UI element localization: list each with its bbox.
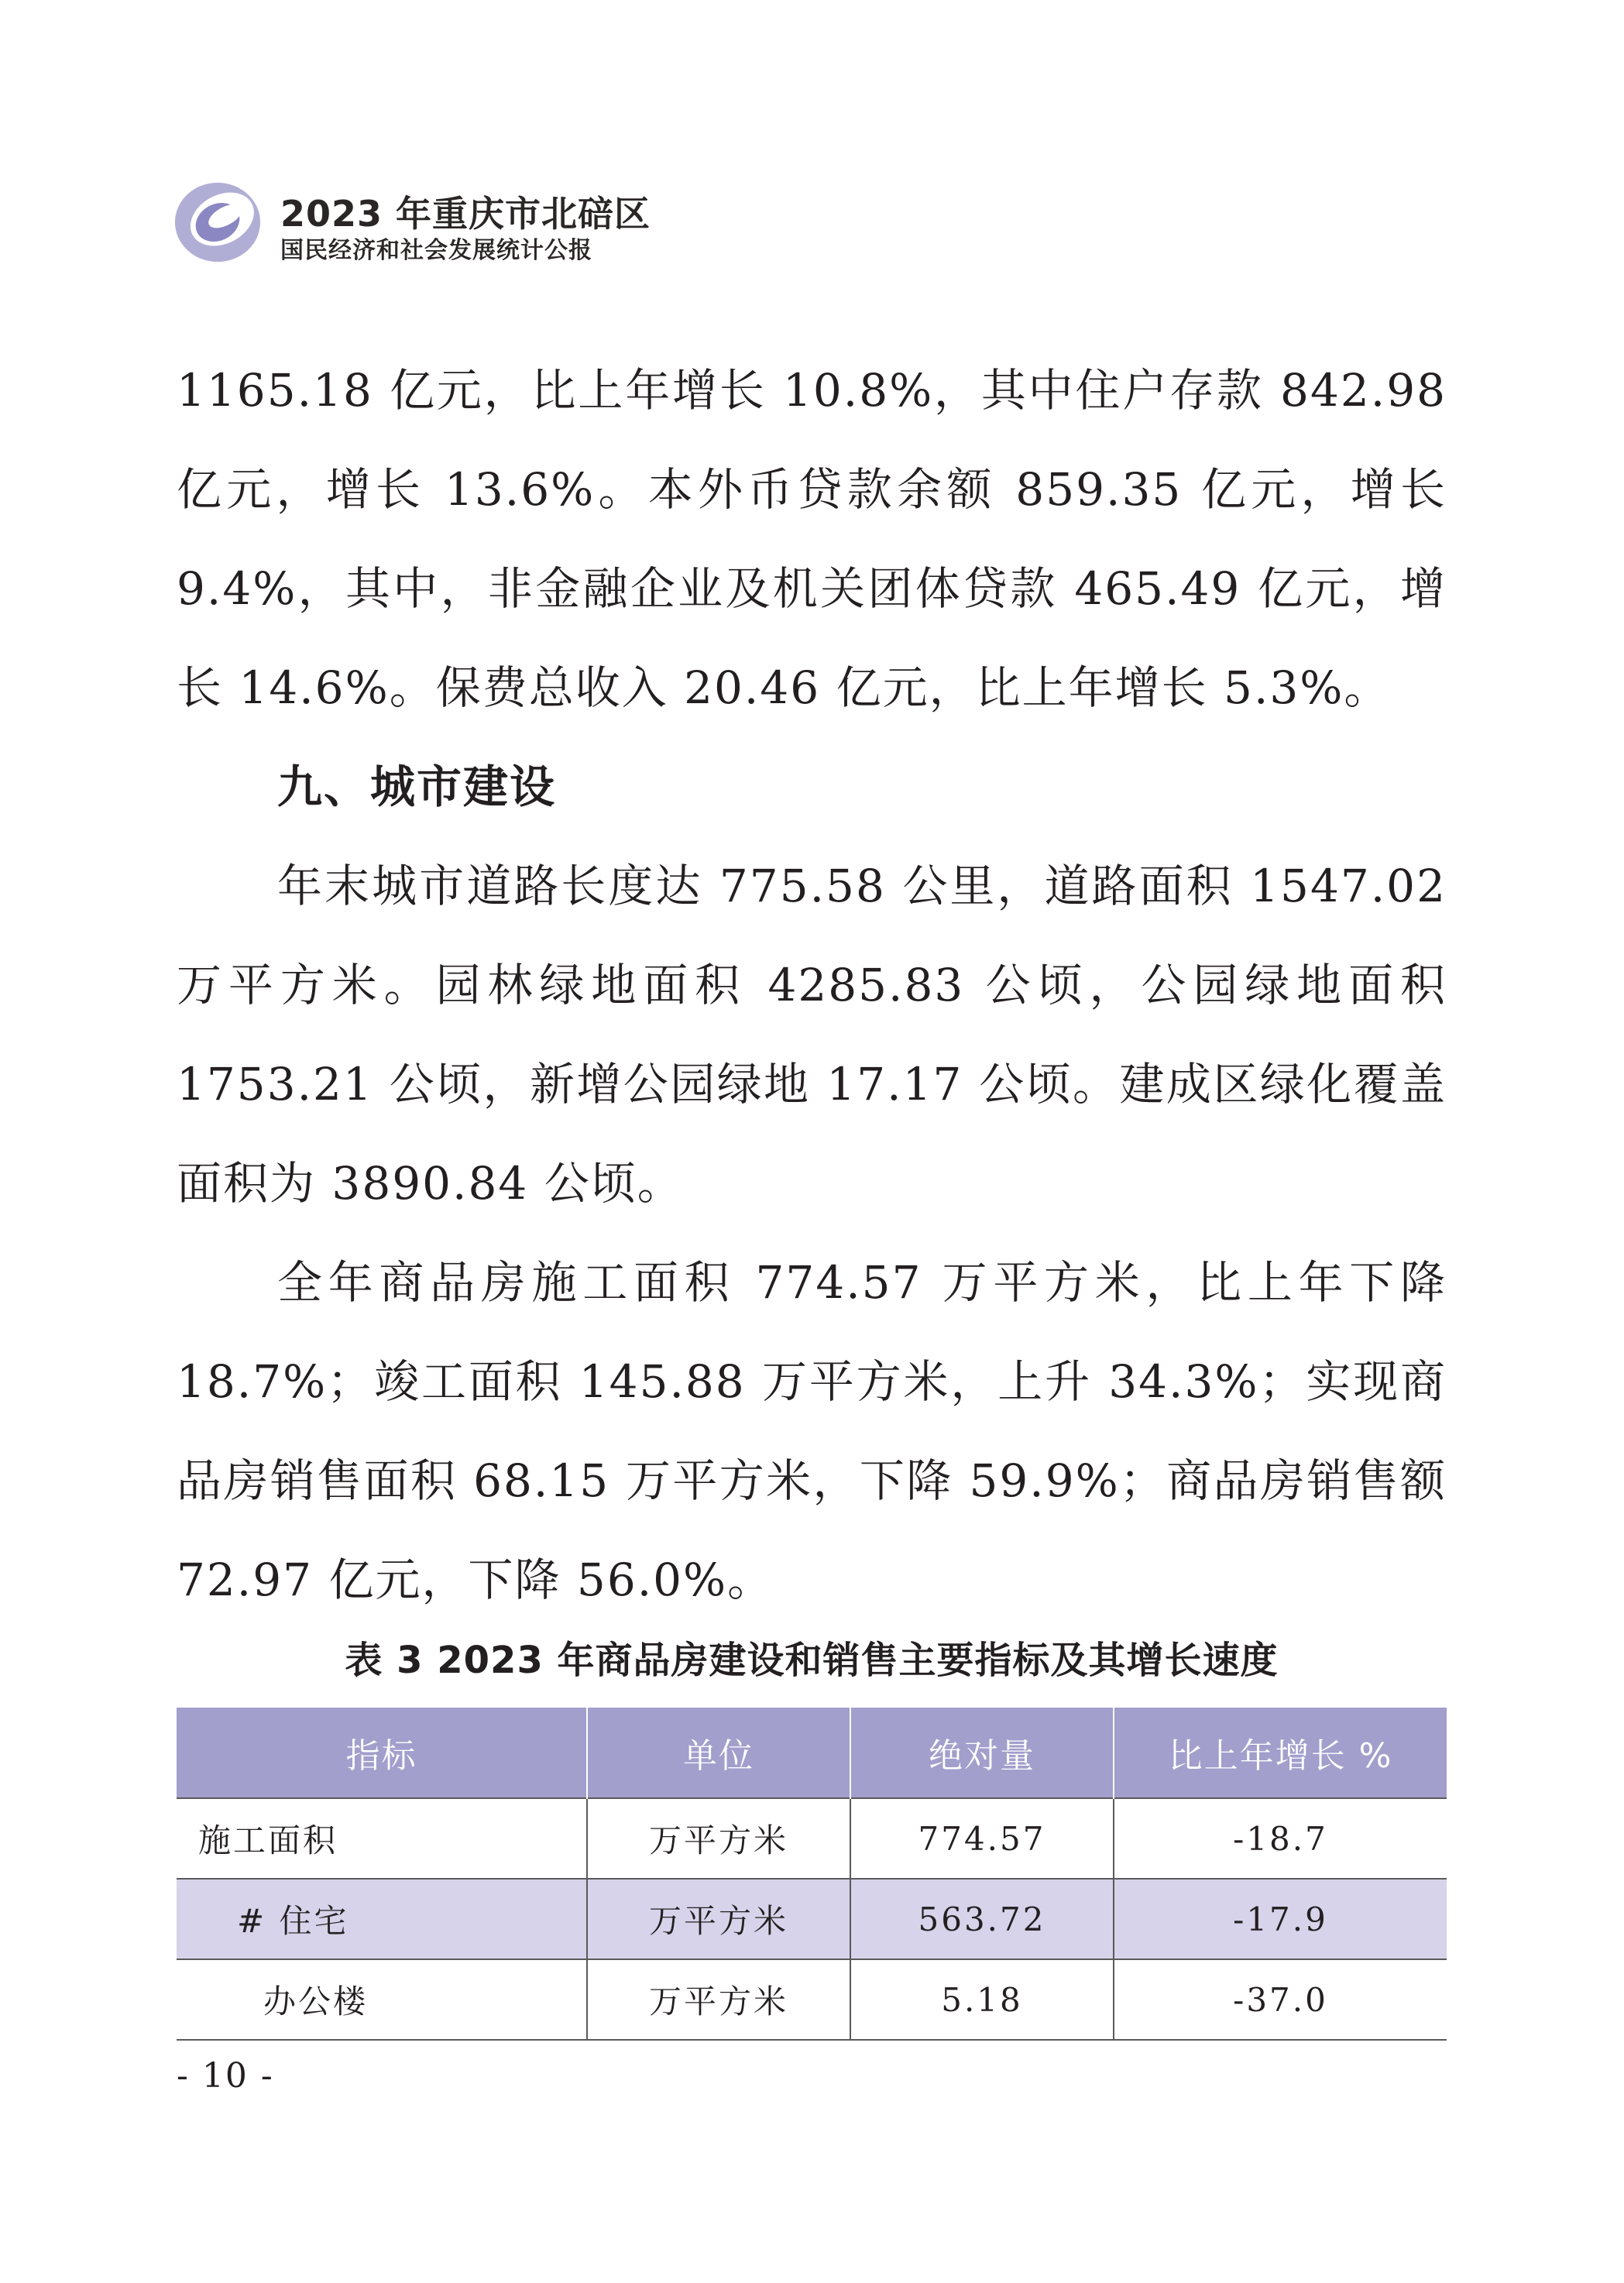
cell-unit: 万平方米	[587, 1959, 850, 2040]
header-subtitle: 国民经济和社会发展统计公报	[280, 237, 592, 264]
cell-growth: -18.7	[1114, 1798, 1447, 1879]
header-absolute-value: 绝对量	[850, 1708, 1114, 1798]
cell-indicator: 办公楼	[263, 1983, 369, 2020]
cell-growth: -17.9	[1114, 1879, 1447, 1959]
report-header	[172, 177, 714, 269]
header-title: 2023 年重庆市北碚区	[280, 193, 651, 235]
header-unit: 单位	[587, 1708, 850, 1798]
cell-growth: -37.0	[1114, 1959, 1447, 2040]
table-row	[177, 1798, 1447, 1879]
page-number: - 10 -	[177, 2056, 274, 2096]
paragraph-finance: 1165.18 亿元，比上年增长 10.8%，其中住户存款 842.98 亿元，增长 13.6%。本外币贷款余额 859.35 亿元，增长 9.4%，其中，非金融企业及机关团体贷款 465.49 亿元，增长 14.6%。保费总收入 20.46 亿元，比上年增长 5.3%。	[177, 364, 1447, 714]
paragraph-roads-green: 年末城市道路长度达 775.58 公里，道路面积 1547.02 万平方米。园林绿地面积 4285.83 公顷，公园绿地面积 1753.21 公顷，新增公园绿地 17.17 公顷。建成区绿化覆盖面积为 3890.84 公顷。	[177, 860, 1447, 1210]
table-header-row	[177, 1708, 1447, 1798]
section-heading-urban-construction: 九、城市建设	[277, 760, 557, 813]
cell-unit: 万平方米	[587, 1798, 850, 1879]
cell-unit: 万平方米	[587, 1879, 850, 1959]
header-growth-rate: 比上年增长 %	[1114, 1708, 1447, 1798]
cell-indicator: 施工面积	[177, 1798, 587, 1879]
table-caption: 表 3 2023 年商品房建设和销售主要指标及其增长速度	[345, 1639, 1279, 1682]
header-indicator: 指标	[177, 1708, 587, 1798]
body-text	[177, 341, 1447, 1629]
cell-value: 563.72	[850, 1879, 1114, 1959]
cell-value: 5.18	[850, 1959, 1114, 2040]
paragraph-real-estate: 全年商品房施工面积 774.57 万平方米，比上年下降 18.7%；竣工面积 145.88 万平方米，上升 34.3%；实现商品房销售面积 68.15 万平方米，下降 59.9%；商品房销售额 72.97 亿元，下降 56.0%。	[177, 1256, 1447, 1606]
cell-indicator: # 住宅	[177, 1879, 587, 1959]
table-row	[177, 1879, 1447, 1959]
cell-value: 774.57	[850, 1798, 1114, 1879]
logo-icon	[172, 177, 263, 268]
real-estate-table	[177, 1708, 1447, 2041]
table-row	[177, 1959, 1447, 2040]
